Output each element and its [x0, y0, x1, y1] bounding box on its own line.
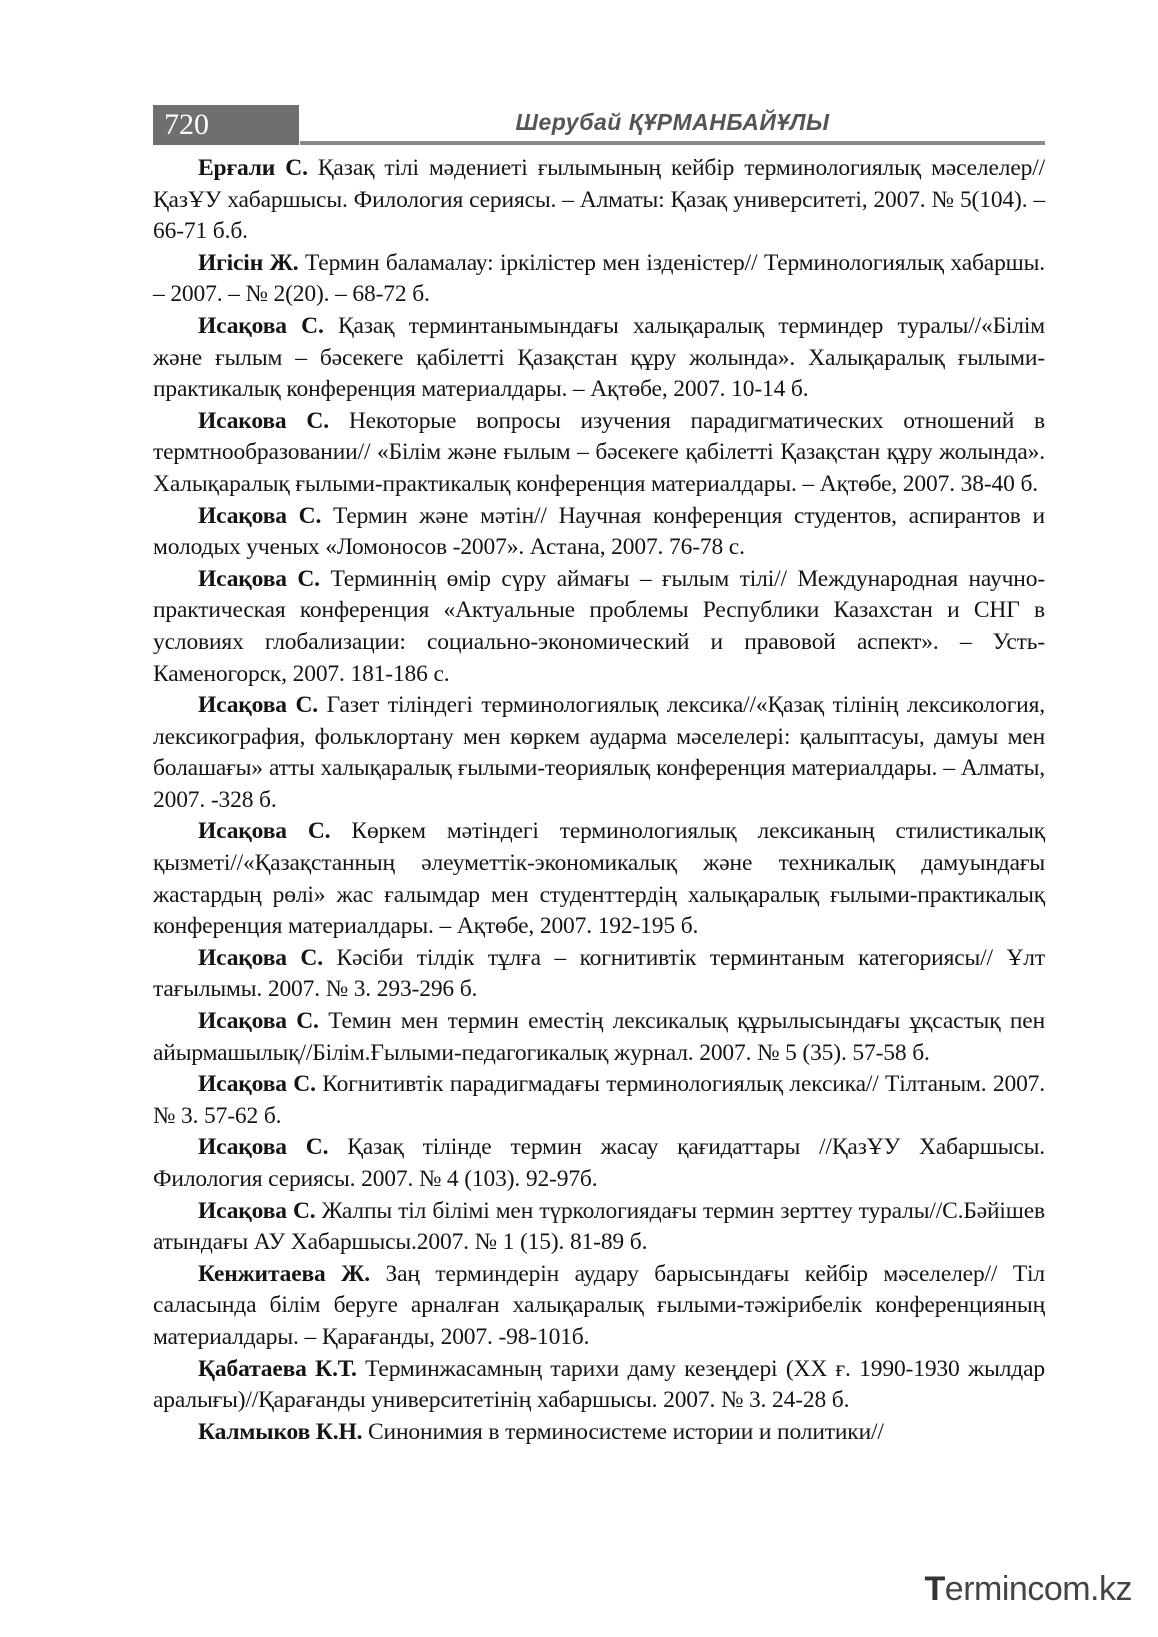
running-head: Шерубай ҚҰРМАНБАЙҰЛЫ — [515, 109, 830, 135]
entry-author: Исақова С. — [198, 312, 324, 339]
entry-text: Синонимия в терминосистеме истории и политики// — [362, 1418, 884, 1445]
entry-text: Заң терминдерін аудару барысындағы кейбір мәселелер// Тіл саласында білім беруге арналған халықаралық ғылыми-тәжірибелік конференцияның материалдары. – Қарағанды, 2007. -98-101б. — [153, 1260, 1045, 1350]
entry-author: Исақова С. — [198, 1134, 329, 1161]
bibliography-entry — [153, 1417, 1045, 1449]
bibliography-entry — [153, 248, 1045, 311]
entry-author: Исақова С. — [198, 692, 319, 719]
entry-author: Исақова С. — [198, 1197, 316, 1224]
bibliography-entry — [153, 943, 1045, 1006]
bibliography-entry — [153, 1069, 1045, 1132]
entry-author: Исақова С. — [198, 818, 331, 845]
entry-text: Темин мен термин еместің лексикалық құрылысындағы ұқсастық пен айырмашылық//Білім.Ғылыми-педагогикалық журнал. 2007. № 5 (35). 57-58 б. — [153, 1008, 1045, 1066]
entry-author: Исакова С. — [198, 407, 329, 434]
entry-author: Ерғали С. — [198, 155, 308, 181]
entry-text: Термин және мәтін// Научная конференция студентов, аспирантов и молодых ученых «Ломоносов -2007». Астана, 2007. 76-78 с. — [153, 502, 1045, 561]
entry-text: Терминнің өмір сүру аймағы – ғылым тілі// Международная научно-практическая конференция «Актуальные проблемы Республики Казахстан и СНГ в условиях глобализации: социально-экономический и правовой аспект». – Усть-Каменогорск, 2007. 181-186 с. — [153, 565, 1045, 687]
entry-author: Исақова С. — [198, 944, 323, 971]
entry-author: Қабатаева К.Т. — [198, 1355, 357, 1382]
entry-text: Термин баламалау: іркілістер мен ізденістер// Терминологиялық хабаршы. – 2007. – № 2(20). – 68-72 б. — [153, 249, 1045, 308]
bibliography-entry — [153, 816, 1045, 942]
entry-text: Қазақ тілінде термин жасау қағидаттары //ҚазҰУ Хабаршысы. Филология сериясы. 2007. № 4 (103). 92-97б. — [153, 1134, 1045, 1192]
bibliography-entry — [153, 311, 1045, 406]
bibliography-entry — [153, 153, 1045, 248]
watermark-text: ermincom.kz — [944, 1570, 1132, 1608]
bibliography-entry — [153, 1006, 1045, 1069]
header-rule — [300, 141, 1045, 145]
bibliography-entry — [153, 564, 1045, 690]
entry-author: Исақова С. — [198, 1008, 319, 1035]
entry-author: Кенжитаева Ж. — [198, 1260, 370, 1287]
watermark-logo-letter: T — [924, 1570, 945, 1608]
entry-text: Көркем мәтіндегі терминологиялық лексиканың стилистикалық қызметі//«Қазақстанның әлеуметтік-экономикалық және техникалық дамуындағы жастардың рөлі» жас ғалымдар мен студенттердің халықаралық ғылыми-практикалық конференция материалдары. – Ақтөбе, 2007. 192-195 б. — [153, 818, 1045, 940]
entry-text: Қазақ терминтанымындағы халықаралық терминдер туралы//«Білім және ғылым – бәсекеге қабілетті Қазақстан құру жолында». Халықаралық ғылыми-практикалық конференция материалдары. – Ақтөбе, 2007. 10-14 б. — [153, 312, 1045, 403]
entry-author: Исақова С. — [198, 565, 320, 592]
entry-author: Исақова С. — [198, 1071, 316, 1098]
entry-author: Игісін Ж. — [198, 249, 299, 276]
watermark-logo — [925, 1570, 1132, 1609]
bibliography-entry — [153, 1196, 1045, 1259]
page-number: 720 — [164, 108, 209, 141]
entry-author: Исақова С. — [198, 502, 322, 529]
bibliography-entry — [153, 501, 1045, 564]
entry-author: Калмыков К.Н. — [198, 1418, 363, 1445]
bibliography-entry — [153, 1259, 1045, 1354]
entry-text: Кәсіби тілдік тұлға – когнитивтік терминтаным категориясы// Ұлт тағылымы. 2007. № 3. 293-296 б. — [153, 944, 1045, 1003]
entry-text: Газет тіліндегі терминологиялық лексика//«Қазақ тілінің лексикология, лексикография, фольклортану мен көркем аударма мәселелері: қалыптасуы, дамуы мен болашағы» атты халықаралық ғылыми-теориялық конференция материалдары. – Алматы, 2007. -328 б. — [153, 692, 1045, 813]
entry-text: Терминжасамның тарихи даму кезеңдері (ХХ ғ. 1990-1930 жылдар аралығы)//Қарағанды университетінің хабаршысы. 2007. № 3. 24-28 б. — [153, 1355, 1045, 1414]
entry-text: Некоторые вопросы изучения парадигматических отношений в термтнообразовании// «Білім және ғылым – бәсекеге қабілетті Қазақстан құру жолында». Халықаралық ғылыми-практикалық конференция материалдары. – Ақтөбе, 2007. 38-40 б. — [153, 407, 1045, 497]
entry-text: Қазақ тілі мәдениеті ғылымының кейбір терминологиялық мәселелер//ҚазҰУ хабаршысы. Филология сериясы. – Алматы: Қазақ университеті, 2007. № 5(104). – 66-71 б.б. — [153, 155, 1045, 245]
bibliography-entry — [153, 1354, 1045, 1417]
entry-text: Когнитивтік парадигмадағы терминологиялық лексика// Тілтаным. 2007. № 3. 57-62 б. — [153, 1071, 1045, 1129]
bibliography-entry — [153, 690, 1045, 816]
bibliography-entry — [153, 406, 1045, 501]
entry-text: Жалпы тіл білімі мен түркологиядағы термин зерттеу туралы//С.Бәйішев атындағы АУ Хабаршысы.2007. № 1 (15). 81-89 б. — [153, 1197, 1045, 1256]
bibliography-entry — [153, 1132, 1045, 1195]
bibliography-list — [153, 153, 1045, 1448]
